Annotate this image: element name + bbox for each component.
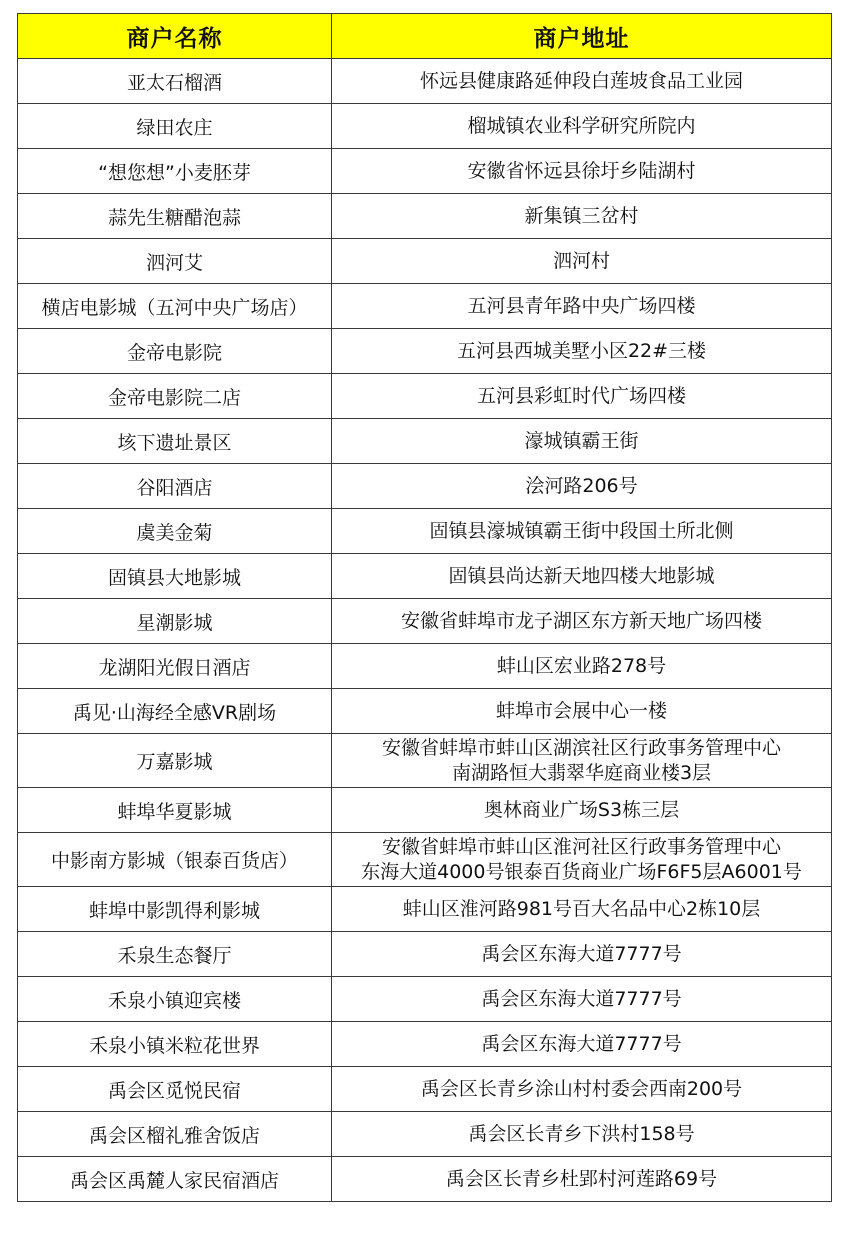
table-row <box>18 239 832 284</box>
table-row <box>18 599 832 644</box>
merchant-address-header: 商户地址 <box>332 14 832 59</box>
merchant-address-cell <box>332 932 832 977</box>
merchant-name-cell: 虞美金菊 <box>18 509 332 554</box>
table-row <box>18 554 832 599</box>
address-line: 泗河村 <box>552 249 610 272</box>
merchant-name-cell: 谷阳酒店 <box>18 464 332 509</box>
address-line: 禹会区东海大道7777号 <box>481 1032 682 1055</box>
address-line: 蚌山区宏业路278号 <box>496 654 667 677</box>
table-row <box>18 374 832 419</box>
address-line: 安徽省蚌埠市蚌山区淮河社区行政事务管理中心 <box>381 835 781 858</box>
merchant-name-cell: 禾泉小镇迎宾楼 <box>18 977 332 1022</box>
table-row <box>18 833 832 887</box>
address-line: 禹会区长青乡下洪村158号 <box>468 1122 695 1145</box>
table-row <box>18 59 832 104</box>
merchant-name-cell: 垓下遗址景区 <box>18 419 332 464</box>
address-line: 固镇县濠城镇霸王街中段国土所北侧 <box>429 519 734 542</box>
merchant-name-header: 商户名称 <box>18 14 332 59</box>
merchant-name-cell: 蚌埠中影凯得利影城 <box>18 887 332 932</box>
address-line: 安徽省蚌埠市龙子湖区东方新天地广场四楼 <box>400 609 762 632</box>
address-line: 禹会区东海大道7777号 <box>481 942 682 965</box>
merchant-name-cell: 金帝电影院二店 <box>18 374 332 419</box>
table-row <box>18 419 832 464</box>
address-line: 奥林商业广场S3栋三层 <box>483 798 680 821</box>
address-line: 五河县青年路中央广场四楼 <box>467 294 696 317</box>
merchant-name-cell: 亚太石榴酒 <box>18 59 332 104</box>
address-line: 蚌山区淮河路981号百大名品中心2栋10层 <box>402 897 761 920</box>
table-row <box>18 1157 832 1202</box>
merchant-address-cell <box>332 734 832 788</box>
table-body <box>18 59 832 1202</box>
address-line: 禹会区东海大道7777号 <box>481 987 682 1010</box>
merchant-name-cell: 金帝电影院 <box>18 329 332 374</box>
merchant-address-cell <box>332 509 832 554</box>
header-row <box>18 14 832 59</box>
merchant-name-cell: 禾泉小镇米粒花世界 <box>18 1022 332 1067</box>
merchant-address-cell <box>332 149 832 194</box>
merchant-address-cell <box>332 1022 832 1067</box>
address-line: 新集镇三岔村 <box>524 204 639 227</box>
merchant-name-cell: 绿田农庄 <box>18 104 332 149</box>
merchant-name-cell: 泗河艾 <box>18 239 332 284</box>
table-row <box>18 1112 832 1157</box>
table-row <box>18 977 832 1022</box>
merchant-address-cell <box>332 977 832 1022</box>
table-row <box>18 329 832 374</box>
address-line: 浍河路206号 <box>525 474 638 497</box>
merchant-address-cell <box>332 1157 832 1202</box>
address-line: 南湖路恒大翡翠华庭商业楼3层 <box>451 761 712 784</box>
merchant-address-cell <box>332 554 832 599</box>
merchant-name-cell: 蚌埠华夏影城 <box>18 788 332 833</box>
merchant-name-cell: 禹会区禹麓人家民宿酒店 <box>18 1157 332 1202</box>
address-line: 五河县西城美墅小区22#三楼 <box>456 339 707 362</box>
merchant-name-cell: “想您想”小麦胚芽 <box>18 149 332 194</box>
merchant-name-cell: 龙湖阳光假日酒店 <box>18 644 332 689</box>
merchant-address-cell <box>332 464 832 509</box>
address-line: 怀远县健康路延伸段白莲坡食品工业园 <box>419 69 743 92</box>
merchant-name-cell: 中影南方影城（银泰百货店） <box>18 833 332 887</box>
address-line: 固镇县尚达新天地四楼大地影城 <box>448 564 715 587</box>
table-row <box>18 788 832 833</box>
address-line: 五河县彩虹时代广场四楼 <box>476 384 686 407</box>
merchant-address-cell <box>332 599 832 644</box>
merchant-address-cell <box>332 239 832 284</box>
merchant-address-cell <box>332 1112 832 1157</box>
merchant-address-cell <box>332 59 832 104</box>
address-line: 东海大道4000号银泰百货商业广场F6F5层A6001号 <box>361 860 802 883</box>
merchant-address-cell <box>332 374 832 419</box>
table-row <box>18 509 832 554</box>
address-line: 安徽省怀远县徐圩乡陆湖村 <box>467 159 696 182</box>
merchant-name-cell: 蒜先生糖醋泡蒜 <box>18 194 332 239</box>
address-line: 禹会区长青乡涂山村村委会西南200号 <box>420 1077 743 1100</box>
merchant-address-cell <box>332 887 832 932</box>
table-row <box>18 932 832 977</box>
merchant-table <box>17 13 832 1202</box>
merchant-name-cell: 固镇县大地影城 <box>18 554 332 599</box>
merchant-name-cell: 万嘉影城 <box>18 734 332 788</box>
merchant-name-cell: 禹会区觅悦民宿 <box>18 1067 332 1112</box>
merchant-address-cell <box>332 1067 832 1112</box>
table-row <box>18 644 832 689</box>
table-row <box>18 464 832 509</box>
merchant-address-cell <box>332 329 832 374</box>
table-row <box>18 104 832 149</box>
address-line: 濠城镇霸王街 <box>524 429 639 452</box>
merchant-name-cell: 禾泉生态餐厅 <box>18 932 332 977</box>
merchant-name-cell: 星潮影城 <box>18 599 332 644</box>
merchant-name-cell: 横店电影城（五河中央广场店） <box>18 284 332 329</box>
address-line: 榴城镇农业科学研究所院内 <box>467 114 696 137</box>
merchant-address-cell <box>332 689 832 734</box>
merchant-name-cell: 禹见·山海经全感VR剧场 <box>18 689 332 734</box>
merchant-address-cell <box>332 419 832 464</box>
table-row <box>18 887 832 932</box>
address-line: 蚌埠市会展中心一楼 <box>495 699 667 722</box>
merchant-address-cell <box>332 833 832 887</box>
table-row <box>18 1067 832 1112</box>
merchant-address-cell <box>332 284 832 329</box>
merchant-address-cell <box>332 644 832 689</box>
table-row <box>18 149 832 194</box>
merchant-address-cell <box>332 194 832 239</box>
merchant-address-cell <box>332 788 832 833</box>
table-row <box>18 194 832 239</box>
address-line: 禹会区长青乡杜郢村河莲路69号 <box>445 1167 718 1190</box>
merchant-name-cell: 禹会区榴礼雅舍饭店 <box>18 1112 332 1157</box>
table-row <box>18 734 832 788</box>
table-row <box>18 284 832 329</box>
table-row <box>18 1022 832 1067</box>
address-line: 安徽省蚌埠市蚌山区湖滨社区行政事务管理中心 <box>381 736 781 759</box>
table-row <box>18 689 832 734</box>
merchant-address-cell <box>332 104 832 149</box>
